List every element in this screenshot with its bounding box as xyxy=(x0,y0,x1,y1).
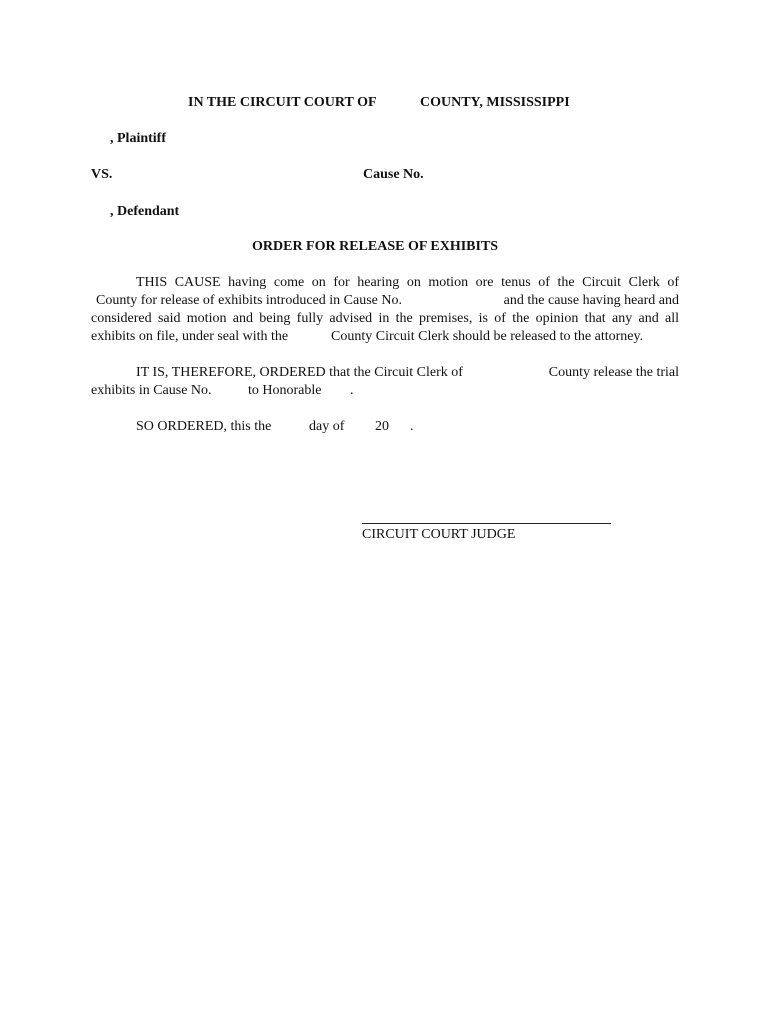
paragraph-text: and the cause having heard and xyxy=(503,293,679,308)
paragraph-text: day of xyxy=(309,419,345,434)
paragraph-line xyxy=(91,364,679,382)
paragraph-text: IT IS, THEREFORE, ORDERED that the Circuit Clerk of xyxy=(136,365,463,380)
paragraph-text: . xyxy=(410,419,414,434)
paragraph-line xyxy=(91,418,679,436)
paragraph-text: . xyxy=(350,383,354,398)
defendant-label: , Defendant xyxy=(110,204,180,219)
paragraph-line: THIS CAUSE having come on for hearing on motion ore tenus of the Circuit Clerk of xyxy=(136,275,679,290)
paragraph-text: to Honorable xyxy=(248,383,322,398)
paragraph-this-cause xyxy=(91,274,679,346)
court-heading-right: COUNTY, MISSISSIPPI xyxy=(420,95,570,110)
court-heading-left: IN THE CIRCUIT COURT OF xyxy=(188,95,377,110)
judge-signature-label: CIRCUIT COURT JUDGE xyxy=(362,527,516,542)
versus-label: VS. xyxy=(91,167,113,182)
paragraph-text: County Circuit Clerk should be released to the attorney. xyxy=(331,329,644,344)
paragraph-text: exhibits on file, under seal with the xyxy=(91,329,289,344)
paragraph-so-ordered xyxy=(91,418,679,436)
signature-line xyxy=(362,523,611,524)
paragraph-text: County for release of exhibits introduced in Cause No. xyxy=(96,293,402,308)
paragraph-line: considered said motion and being fully advised in the premises, is of the opinion that any and all xyxy=(91,311,679,326)
paragraph-text: exhibits in Cause No. xyxy=(91,383,212,398)
paragraph-text: SO ORDERED, this the xyxy=(136,419,272,434)
paragraph-line xyxy=(91,328,679,346)
paragraph-line xyxy=(91,292,679,310)
paragraph-text: 20 xyxy=(375,419,389,434)
plaintiff-label: , Plaintiff xyxy=(110,131,166,146)
cause-number-label: Cause No. xyxy=(363,167,424,182)
paragraph-therefore-ordered xyxy=(91,364,679,400)
order-title: ORDER FOR RELEASE OF EXHIBITS xyxy=(252,239,499,254)
paragraph-text: County release the trial xyxy=(548,365,679,380)
paragraph-line xyxy=(91,382,679,400)
